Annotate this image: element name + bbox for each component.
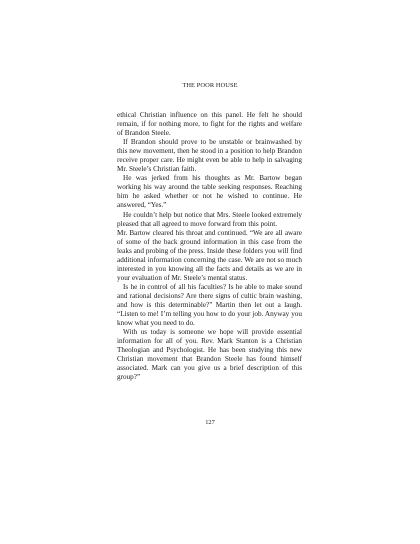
body-text: [117, 111, 302, 382]
running-header: THE POOR HOUSE: [182, 82, 238, 89]
paragraph: He was jerked from his thoughts as Mr. Bartow began working his way around the table seeking responses. Reaching him he asked whether or not he wished to continue. He answered, “Yes.”: [117, 174, 302, 210]
page-number: 127: [205, 419, 215, 426]
paragraph: He couldn’t help but notice that Mrs. Steele looked extremely pleased that all agreed to move forward from this point.: [117, 210, 302, 228]
paragraph: If Brandon should prove to be unstable or brainwashed by this new movement, then he stood in a position to help Brandon receive proper care. He might even be able to help in salvaging Mr. Steele’s Christian faith.: [117, 138, 302, 174]
paragraph: With us today is someone we hope will provide essential information for all of you. Rev. Mark Stanton is a Christian Theologian and Psychologist. He has been studying this new Christian movement that Brandon Steele has found himself associated. Mark can you give us a brief description of this group?”: [117, 328, 302, 382]
paragraph: Is he in control of all his faculties? Is he able to make sound and rational decisions? Are there signs of cultic brain washing, and how is this determinable?” Martin then let out a laugh. “Listen to me! I’m telling you how to do your job. Anyway you know what you need to do.: [117, 282, 302, 328]
paragraph: Mr. Bartow cleared his throat and continued. “We are all aware of some of the back ground information in this case from the leaks and probing of the press. Inside these folders you will find additional information concerning the case. We are not so much interested in you knowing all the facts and details as we are in your evaluation of Mr. Steele’s mental status.: [117, 228, 302, 282]
paragraph: ethical Christian influence on this panel. He felt he should remain, if for nothing more, to fight for the rights and welfare of Brandon Steele.: [117, 111, 302, 138]
